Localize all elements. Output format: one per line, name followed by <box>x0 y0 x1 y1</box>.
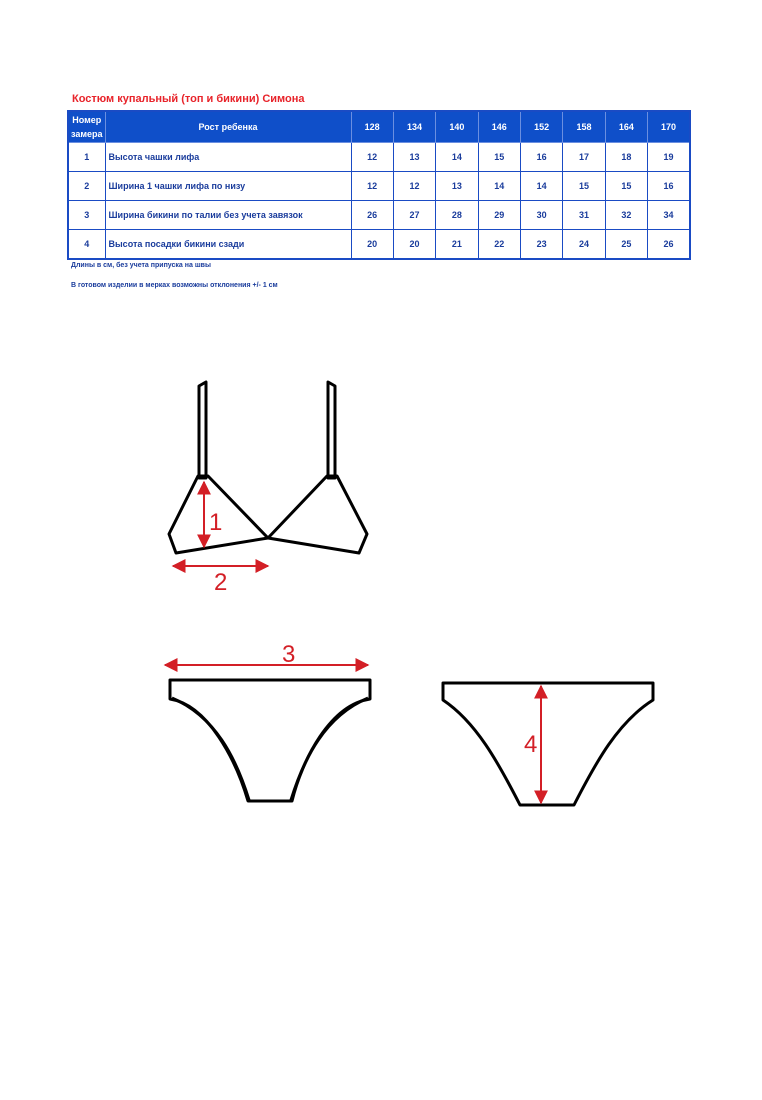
row-name: Ширина бикини по талии без учета завязок <box>105 201 351 230</box>
cell-value: 13 <box>436 172 478 201</box>
header-size: 164 <box>605 111 647 143</box>
measure-label-4: 4 <box>524 731 538 758</box>
row-number: 2 <box>68 172 105 201</box>
cell-value: 20 <box>351 230 393 260</box>
cell-value: 32 <box>605 201 647 230</box>
header-size: 146 <box>478 111 520 143</box>
left-strap <box>199 382 206 478</box>
cell-value: 16 <box>648 172 690 201</box>
cell-value: 28 <box>436 201 478 230</box>
bottom-front-leg-left <box>172 698 249 800</box>
cell-value: 30 <box>521 201 563 230</box>
cell-value: 16 <box>521 143 563 172</box>
header-size: 152 <box>521 111 563 143</box>
note-units: Длины в см, без учета припуска на швы <box>71 262 211 269</box>
row-number: 1 <box>68 143 105 172</box>
header-size: 128 <box>351 111 393 143</box>
measure-label-3: 3 <box>282 641 296 668</box>
header-size: 158 <box>563 111 605 143</box>
row-name: Ширина 1 чашки лифа по низу <box>105 172 351 201</box>
cell-value: 31 <box>563 201 605 230</box>
row-name: Высота чашки лифа <box>105 143 351 172</box>
cell-value: 26 <box>351 201 393 230</box>
cell-value: 15 <box>563 172 605 201</box>
header-size: 134 <box>393 111 435 143</box>
bikini-bottom-back <box>443 683 653 805</box>
note-tolerance: В готовом изделии в мерках возможны отклонения +/- 1 см <box>71 282 278 289</box>
bottom-front-leg-right <box>291 698 368 800</box>
bottom-back-outline <box>443 683 653 805</box>
bikini-bottom-front <box>170 680 370 801</box>
bottom-front-outline <box>170 680 370 801</box>
right-cup <box>268 476 367 553</box>
right-strap <box>328 382 335 478</box>
cell-value: 12 <box>393 172 435 201</box>
cell-value: 24 <box>563 230 605 260</box>
row-name: Высота посадки бикини сзади <box>105 230 351 260</box>
cell-value: 14 <box>478 172 520 201</box>
cell-value: 14 <box>436 143 478 172</box>
header-number: Номер замера <box>68 111 105 143</box>
cell-value: 15 <box>605 172 647 201</box>
header-size: 170 <box>648 111 690 143</box>
cell-value: 12 <box>351 143 393 172</box>
cell-value: 18 <box>605 143 647 172</box>
cell-value: 19 <box>648 143 690 172</box>
cell-value: 17 <box>563 143 605 172</box>
cell-value: 13 <box>393 143 435 172</box>
header-size: 140 <box>436 111 478 143</box>
page-title: Костюм купальный (топ и бикини) Симона <box>72 93 305 105</box>
row-number: 4 <box>68 230 105 260</box>
cell-value: 21 <box>436 230 478 260</box>
cell-value: 23 <box>521 230 563 260</box>
cell-value: 29 <box>478 201 520 230</box>
bikini-top <box>169 382 367 553</box>
cell-value: 22 <box>478 230 520 260</box>
measure-label-2: 2 <box>214 569 228 596</box>
cell-value: 25 <box>605 230 647 260</box>
cell-value: 15 <box>478 143 520 172</box>
cell-value: 26 <box>648 230 690 260</box>
row-number: 3 <box>68 201 105 230</box>
measure-label-1: 1 <box>209 509 223 536</box>
cell-value: 20 <box>393 230 435 260</box>
cell-value: 14 <box>521 172 563 201</box>
cell-value: 12 <box>351 172 393 201</box>
header-height: Рост ребенка <box>105 111 351 143</box>
cell-value: 34 <box>648 201 690 230</box>
cell-value: 27 <box>393 201 435 230</box>
